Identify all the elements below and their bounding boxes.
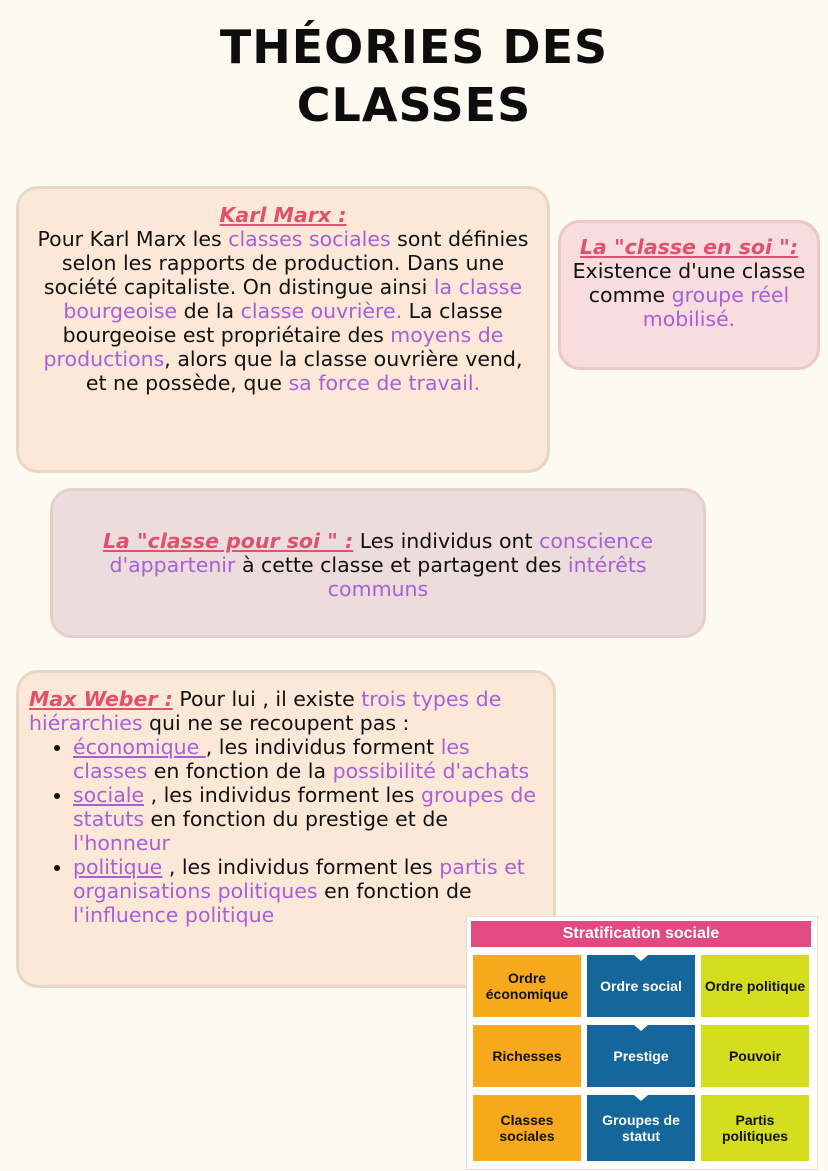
max-weber-heading: Max Weber : [29, 687, 173, 711]
highlight: groupes de statuts [73, 783, 536, 831]
highlight: moyens de productions [43, 323, 504, 371]
text: qui ne se recoupent pas : [142, 711, 410, 735]
cell-ordre-politique: Ordre politique [701, 955, 809, 1017]
cell-prestige [587, 1025, 695, 1087]
hierarchy-list [29, 735, 543, 927]
highlight: la classe bourgeoise [63, 275, 523, 323]
classe-pour-soi-box [50, 488, 706, 638]
item-key: politique [73, 855, 163, 879]
classe-en-soi-box [558, 220, 820, 370]
cell-partis-politiques: Partis politiques [701, 1095, 809, 1161]
text: Pour Karl Marx les [37, 227, 229, 251]
notch [634, 955, 648, 961]
text: Existence d'une classe comme [572, 259, 806, 307]
highlight: sa force de travail. [288, 371, 481, 395]
text: , alors que la classe ouvrière vend, et ne possède, que [85, 347, 523, 395]
text: La classe bourgeoise est propriétaire des [62, 299, 503, 347]
stratification-table [466, 916, 818, 1170]
text: Pour lui , il existe [172, 687, 362, 711]
title-line-1: THÉORIES DES [219, 20, 609, 74]
highlight: classe ouvrière. [240, 299, 403, 323]
text: en fonction de la [147, 759, 333, 783]
text: sont définies selon les rapports de production. Dans une société capitaliste. On distingue ainsi [43, 227, 529, 299]
item-key: économique [73, 735, 206, 759]
cell-groupes-de-statut [587, 1095, 695, 1161]
list-item [73, 735, 543, 783]
highlight: possibilité d'achats [332, 759, 530, 783]
notch [634, 1095, 648, 1101]
text: à cette classe et partagent des [235, 553, 568, 577]
classe-pour-soi-heading: La "classe pour soi " : [102, 529, 354, 553]
highlight: conscience d'appartenir [109, 529, 654, 577]
cell-classes-sociales: Classes sociales [473, 1095, 581, 1161]
cell-richesses: Richesses [473, 1025, 581, 1087]
page-title [0, 18, 828, 134]
highlight: intérêts communs [327, 553, 647, 601]
cell-label: Groupes de statut [602, 1112, 680, 1144]
title-line-2: CLASSES [296, 78, 532, 132]
cell-ordre-social [587, 955, 695, 1017]
list-item [73, 783, 543, 855]
classe-en-soi-heading: La "classe en soi ": [579, 235, 799, 259]
highlight: l'influence politique [73, 903, 275, 927]
karl-marx-box [16, 186, 550, 473]
highlight: partis et organisations politiques [73, 855, 525, 903]
text: Les individus ont [353, 529, 540, 553]
cell-label: Ordre social [600, 978, 682, 994]
cell-label: Prestige [613, 1048, 669, 1064]
text: en fonction de [317, 879, 472, 903]
item-key: sociale [73, 783, 145, 807]
cell-pouvoir: Pouvoir [701, 1025, 809, 1087]
text: de la [177, 299, 241, 323]
highlight: les classes [73, 735, 470, 783]
highlight: trois types de hiérarchies [29, 687, 502, 735]
highlight: classes sociales [228, 227, 391, 251]
text: , les individus forment les [144, 783, 422, 807]
text: , les individus forment [205, 735, 441, 759]
notch [634, 1025, 648, 1031]
highlight: groupe réel mobilisé. [642, 283, 790, 331]
text: en fonction du prestige et de [144, 807, 448, 831]
stratification-title: Stratification sociale [471, 921, 811, 947]
karl-marx-heading: Karl Marx : [219, 203, 347, 227]
highlight: l'honneur [73, 831, 170, 855]
cell-ordre-economique: Ordre économique [473, 955, 581, 1017]
text: , les individus forment les [162, 855, 440, 879]
